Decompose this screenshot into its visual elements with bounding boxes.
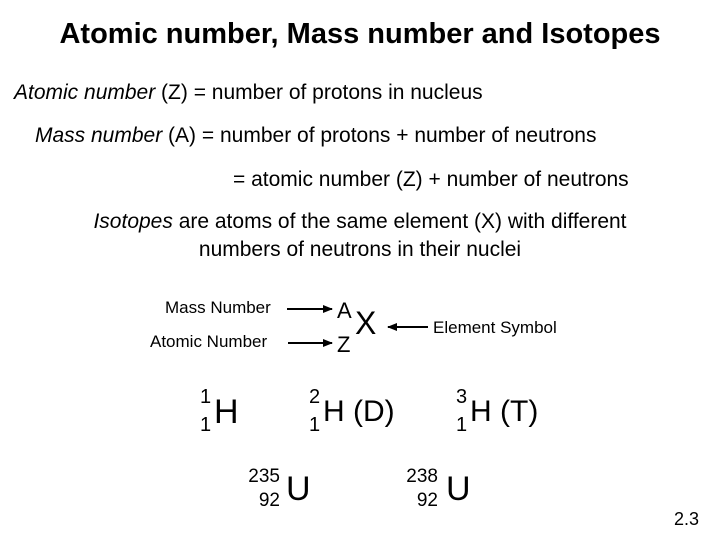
u235-symbol: U xyxy=(286,470,311,508)
slide-number: 2.3 xyxy=(674,509,700,529)
mass-number-term: Mass number xyxy=(35,124,163,147)
u238-mass-number: 238 xyxy=(406,466,438,487)
h2-symbol: H (D) xyxy=(323,395,395,428)
h1-atomic-number: 1 xyxy=(200,414,212,436)
h1-symbol: H xyxy=(214,393,239,431)
h3-mass-number: 3 xyxy=(456,386,468,408)
mass-number-label: Mass Number xyxy=(165,298,271,317)
h3-symbol: H (T) xyxy=(470,395,539,428)
atomic-number-label: Atomic Number xyxy=(150,332,268,351)
isotopes-line-2: numbers of neutrons in their nuclei xyxy=(198,238,522,261)
u238-symbol: U xyxy=(446,470,471,508)
isotopes-term: Isotopes xyxy=(93,210,173,233)
u235-atomic-number: 92 xyxy=(258,490,280,511)
atomic-number-z: Z xyxy=(337,332,351,357)
u238-atomic-number: 92 xyxy=(416,490,438,511)
atomic-number-text: (Z) = number of protons in nucleus xyxy=(155,81,483,104)
slide-title: Atomic number, Mass number and Isotopes xyxy=(59,18,661,50)
h1-mass-number: 1 xyxy=(200,386,212,408)
h2-suffix: (D) xyxy=(344,395,395,428)
h3-atomic-number: 1 xyxy=(456,414,468,436)
mass-number-continuation: = atomic number (Z) + number of neutrons xyxy=(233,168,629,191)
element-symbol-x: X xyxy=(355,305,377,341)
h3-suffix: (T) xyxy=(491,395,539,428)
mass-number-a: A xyxy=(337,298,352,323)
u235-mass-number: 235 xyxy=(248,466,280,487)
h2-mass-number: 2 xyxy=(309,386,321,408)
atomic-number-term: Atomic number xyxy=(14,81,156,104)
h2-atomic-number: 1 xyxy=(309,414,321,436)
mass-number-text: (A) = number of protons + number of neutrons xyxy=(162,124,597,147)
isotopes-text: are atoms of the same element (X) with different xyxy=(172,210,627,233)
element-symbol-label: Element Symbol xyxy=(433,318,557,337)
